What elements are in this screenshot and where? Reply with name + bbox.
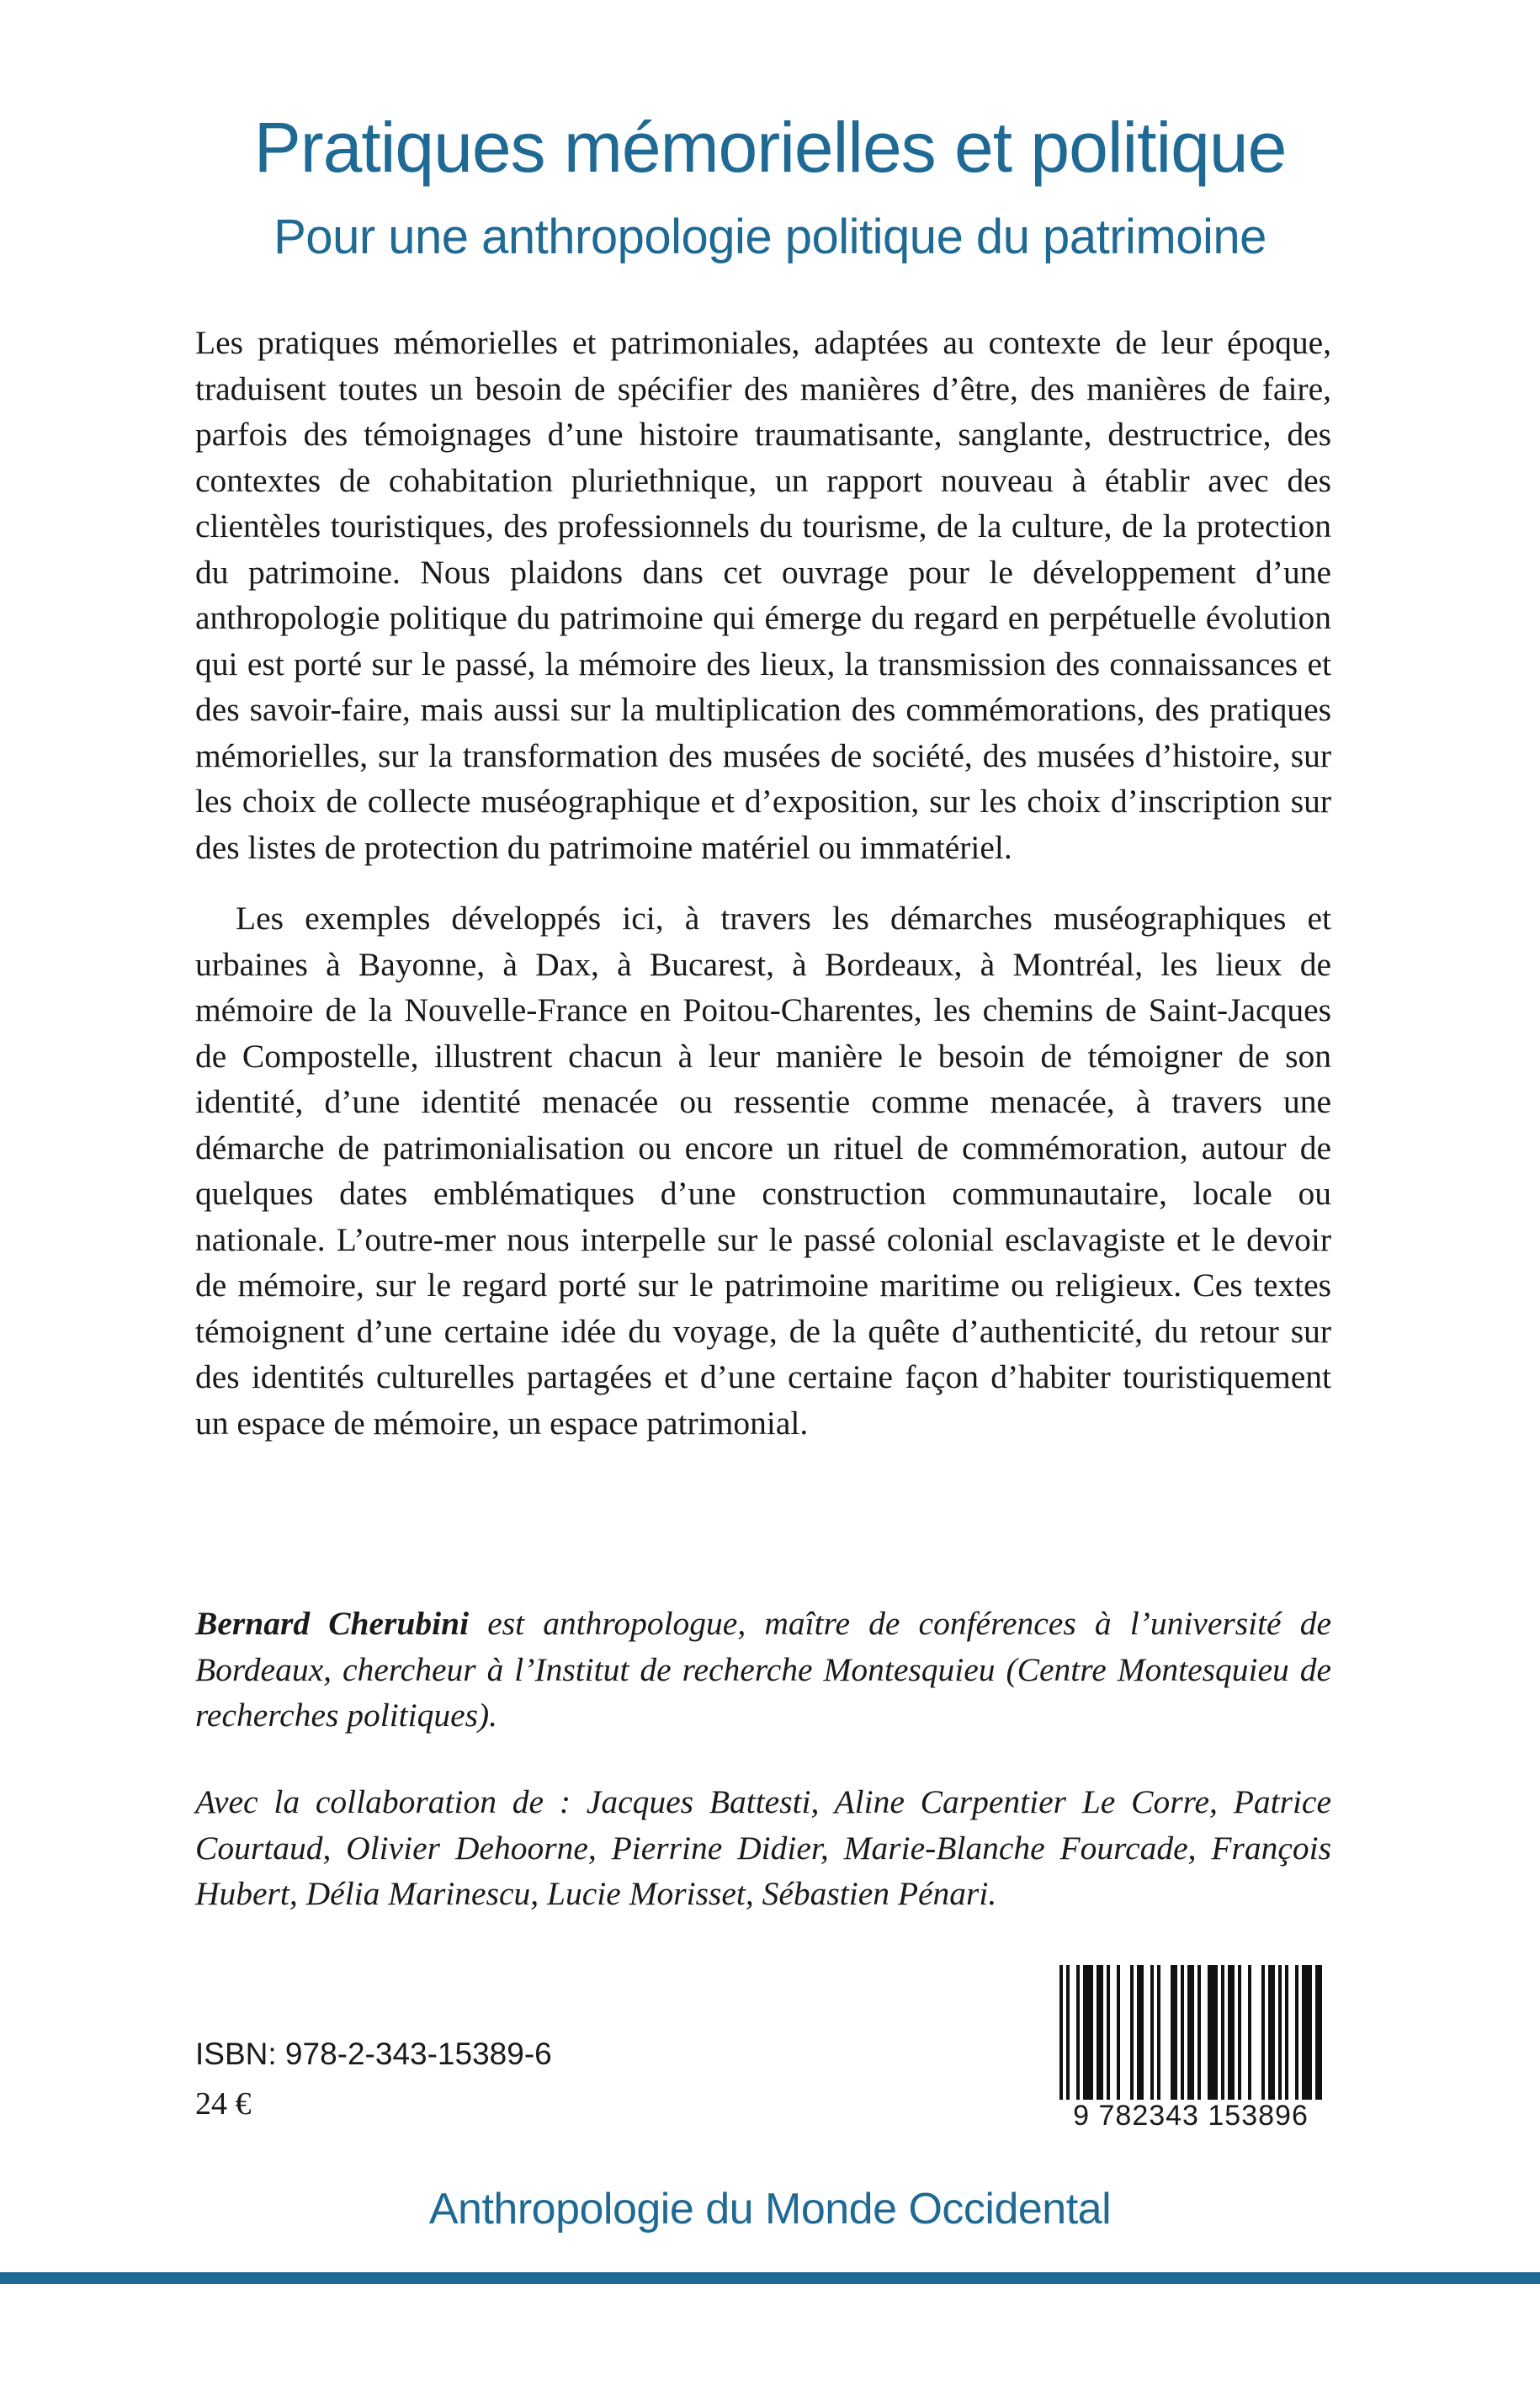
barcode-bar — [1315, 1965, 1322, 2100]
author-name: Bernard Cherubini — [195, 1605, 470, 1642]
barcode-bars — [1056, 1965, 1325, 2100]
barcode-bar — [1150, 1965, 1154, 2100]
barcode-bar — [1181, 1965, 1184, 2100]
barcode-bar — [1171, 1965, 1177, 2100]
barcode-bar — [1059, 1965, 1063, 2100]
barcode-bar — [1076, 1965, 1080, 2100]
author-bio — [195, 1601, 1331, 1739]
blurb-paragraph: Les exemples développés ici, à travers les démarches muséographiques et urbaines à Bayonne, à Dax, à Bucarest, à Bordeaux, à Montréal, les lieux de mémoire de la Nouvelle-France en Poitou-Charentes, les chemins de Saint-Jacques de Compostelle, illustrent chacun à leur manière le besoin de témoigner de son identité, d’une identité menacée ou ressentie comme menacée, à travers une démarche de patrimonialisation ou encore un rituel de commémoration, autour de quelques dates emblématiques d’une construction communautaire, locale ou nationale. L’outre-mer nous interpelle sur le passé colonial esclavagiste et le devoir de mémoire, sur le regard porté sur le patrimoine maritime ou religieux. Ces textes témoignent d’une certaine idée du voyage, de la quête d’authenticité, du retour sur des identités culturelles partagées et d’une certaine façon d’habiter touristiquement un espace de mémoire, un espace patrimonial. — [195, 900, 1331, 1442]
isbn: ISBN: 978-2-343-15389-6 — [195, 2037, 552, 2071]
book-title: Pratiques mémorielles et politique — [253, 108, 1287, 187]
book-subtitle: Pour une anthropologie politique du patrimoine — [273, 210, 1267, 264]
barcode-bar — [1107, 1965, 1110, 2100]
barcode-bar — [1066, 1965, 1070, 2100]
barcode-bar — [1228, 1965, 1235, 2100]
barcode-bar — [1187, 1965, 1194, 2100]
barcode-number: 9 782343 153896 — [1056, 2100, 1325, 2133]
barcode-bar — [1268, 1965, 1275, 2100]
barcode-bar — [1197, 1965, 1201, 2100]
barcode-bar — [1238, 1965, 1241, 2100]
barcode-bar — [1285, 1965, 1288, 2100]
author-bio-text: est anthropologue, maître de conférences à l’université de Bordeaux, chercheur à l’Institut de recherche Montesquieu (Centre Montesquieu de recherches politiques). — [195, 1605, 1331, 1734]
barcode-bar — [1221, 1965, 1224, 2100]
barcode-bar — [1130, 1965, 1134, 2100]
footer-rule — [0, 2272, 1540, 2284]
series-name: Anthropologie du Monde Occidental — [428, 2185, 1112, 2234]
collaboration-note: Avec la collaboration de : Jacques Battesti, Aline Carpentier Le Corre, Patrice Courtaud, Olivier Dehoorne, Pierrine Didier, Marie-Blanche Fourcade, François Hubert, Délia Marinescu, Lucie Morisset, Sébastien Pénari. — [195, 1783, 1331, 1912]
barcode-bar — [1157, 1965, 1160, 2100]
barcode-bar — [1208, 1965, 1218, 2100]
blurb — [195, 320, 1331, 1446]
barcode-bar — [1261, 1965, 1265, 2100]
barcode-bar — [1083, 1965, 1093, 2100]
barcode-bar — [1295, 1965, 1298, 2100]
barcode-bar — [1248, 1965, 1251, 2100]
barcode-bar — [1302, 1965, 1312, 2100]
barcode-bar — [1117, 1965, 1120, 2100]
barcode-bar — [1097, 1965, 1103, 2100]
blurb-paragraph: Les pratiques mémorielles et patrimoniales, adaptées au contexte de leur époque, traduisent toutes un besoin de spécifier des manières d’être, des manières de faire, parfois des témoignages d’une histoire traumatisante, sanglante, destructrice, des contextes de cohabitation pluriethnique, un rapport nouveau à établir avec des clientèles touristiques, des professionnels du tourisme, de la culture, de la protection du patrimoine. Nous plaidons dans cet ouvrage pour le développement d’une anthropologie politique du patrimoine qui émerge du regard en perpétuelle évolution qui est porté sur le passé, la mémoire des lieux, la transmission des connaissances et des savoir-faire, mais aussi sur la multiplication des commémorations, des pratiques mémorielles, sur la transformation des musées de société, des musées d’histoire, sur les choix de collecte muséographique et d’exposition, sur les choix d’inscription sur des listes de protection du patrimoine matériel ou immatériel. — [195, 324, 1331, 866]
barcode-bar — [1137, 1965, 1144, 2100]
barcode-bar — [1278, 1965, 1282, 2100]
price: 24 € — [195, 2086, 252, 2122]
